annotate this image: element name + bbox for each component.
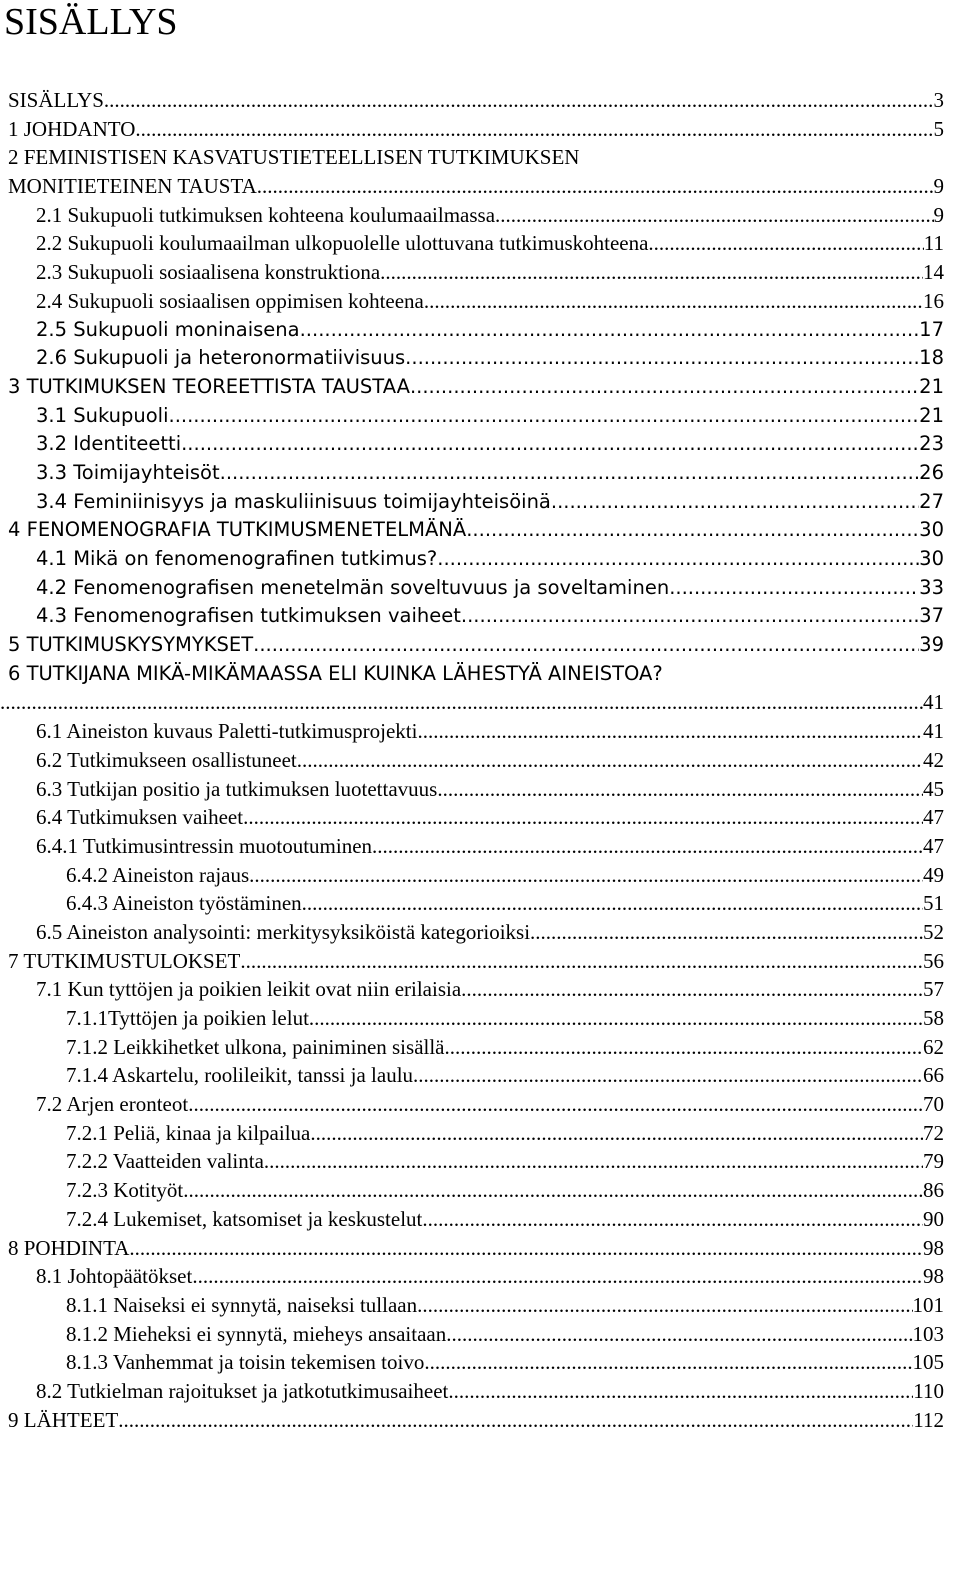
- toc-entry-text: 3.3 Toimijayhteisöt: [36, 460, 220, 484]
- toc-entry[interactable]: [0, 1178, 944, 1207]
- toc-leader: [461, 604, 919, 627]
- toc-leader: [183, 1178, 923, 1203]
- toc-entry-text: 3.4 Feminiinisyys ja maskuliinisuus toimijayhteisöinä: [36, 489, 551, 513]
- toc-entry[interactable]: [0, 748, 944, 777]
- toc-entry-text: 7.1.1Tyttöjen ja poikien lelut: [66, 1006, 309, 1030]
- toc-entry[interactable]: [0, 863, 944, 892]
- toc-leader: [249, 863, 923, 888]
- toc-entry-page: 51: [923, 891, 944, 916]
- toc-leader: [309, 1006, 923, 1031]
- toc-entry[interactable]: [0, 1322, 944, 1351]
- toc-entry-text: 8.1.1 Naiseksi ei synnytä, naiseksi tullaan: [66, 1292, 418, 1317]
- toc-entry-page: 11: [923, 231, 944, 256]
- table-of-contents: [0, 88, 944, 1436]
- toc-entry[interactable]: [0, 1092, 944, 1121]
- toc-entry[interactable]: [0, 1379, 944, 1408]
- toc-leader: [424, 289, 923, 314]
- toc-entry[interactable]: [0, 576, 944, 605]
- toc-entry[interactable]: [0, 547, 944, 576]
- toc-leader: [417, 719, 923, 744]
- toc-entry-text: 7.1 Kun tyttöjen ja poikien leikit ovat niin erilaisia: [36, 977, 462, 1002]
- toc-entry-page: 9: [933, 202, 944, 227]
- toc-leader: [446, 1322, 912, 1347]
- toc-leader: [181, 432, 919, 455]
- toc-entry-text: 8.1.3 Vanhemmat ja toisin tekemisen toivo: [66, 1350, 425, 1375]
- toc-entry[interactable]: [0, 1035, 944, 1064]
- toc-entry-text: 4.3 Fenomenografisen tutkimuksen vaiheet: [36, 604, 461, 628]
- toc-entry[interactable]: [0, 949, 944, 978]
- toc-entry[interactable]: [0, 633, 944, 662]
- toc-entry[interactable]: [0, 805, 944, 834]
- toc-leader: [118, 1408, 913, 1433]
- toc-entry-text: 4.1 Mikä on fenomenografinen tutkimus?: [36, 547, 438, 570]
- toc-leader: [466, 518, 919, 541]
- toc-entry[interactable]: [0, 1408, 944, 1437]
- toc-leader: [0, 690, 923, 715]
- toc-entry-text: 8.1 Johtopäätökset: [36, 1264, 193, 1289]
- toc-entry-page: 103: [912, 1321, 944, 1346]
- toc-entry-page: 9: [933, 174, 944, 199]
- toc-entry-page: 52: [923, 919, 944, 944]
- toc-entry-text: 1 JOHDANTO: [8, 116, 136, 141]
- toc-leader: [410, 375, 919, 398]
- toc-leader: [648, 231, 923, 256]
- toc-entry[interactable]: [0, 920, 944, 949]
- toc-entry[interactable]: [0, 1350, 944, 1379]
- toc-entry[interactable]: [0, 203, 944, 232]
- toc-leader: [424, 1350, 912, 1375]
- toc-entry[interactable]: [0, 117, 944, 146]
- toc-entry-page: 30: [919, 518, 944, 542]
- toc-leader: [188, 1092, 923, 1117]
- toc-entry[interactable]: [0, 891, 944, 920]
- toc-entry[interactable]: [0, 174, 944, 203]
- toc-leader: [104, 88, 934, 113]
- toc-leader: [530, 920, 923, 945]
- toc-entry-page: 57: [923, 977, 944, 1002]
- toc-leader: [264, 1149, 923, 1174]
- toc-entry-text: 6.2 Tutkimukseen osallistuneet: [36, 747, 297, 772]
- toc-entry-text: 7.2.2 Vaatteiden valinta: [66, 1149, 264, 1174]
- toc-entry-page: 21: [919, 403, 944, 427]
- toc-entry[interactable]: [0, 777, 944, 806]
- toc-entry-text: 7.2.4 Lukemiset, katsomiset ja keskustelut: [66, 1206, 423, 1231]
- toc-entry-text: 7.1.2 Leikkihetket ulkona, painiminen sisällä: [66, 1034, 445, 1059]
- toc-entry[interactable]: [0, 432, 944, 461]
- toc-entry-page: 45: [923, 776, 944, 801]
- toc-leader: [437, 777, 923, 802]
- toc-entry-text: 6.4.2 Aineiston rajaus: [66, 862, 250, 887]
- toc-entry[interactable]: [0, 1293, 944, 1322]
- toc-leader: [129, 1236, 923, 1261]
- toc-leader: [169, 404, 920, 427]
- toc-entry[interactable]: [0, 231, 944, 260]
- toc-entry-page: 47: [923, 805, 944, 830]
- toc-entry-page: 17: [919, 317, 944, 341]
- toc-entry-text: 7.2 Arjen eronteot: [36, 1092, 189, 1117]
- toc-entry-page: 98: [923, 1264, 944, 1289]
- toc-entry-text: 2.3 Sukupuoli sosiaalisena konstruktiona: [36, 260, 381, 285]
- toc-leader: [445, 1035, 923, 1060]
- toc-entry-page: 18: [919, 346, 944, 370]
- toc-entry-text: 6.4 Tutkimuksen vaiheet: [36, 805, 244, 830]
- toc-entry-text: 7.1.4 Askartelu, roolileikit, tanssi ja laulu: [66, 1063, 414, 1088]
- toc-entry-page: 70: [923, 1092, 944, 1117]
- toc-entry-page: 5: [933, 116, 944, 141]
- toc-entry-page: 26: [919, 460, 944, 484]
- toc-entry[interactable]: [0, 404, 944, 433]
- toc-entry-text: 7.2.3 Kotityöt: [66, 1178, 184, 1203]
- toc-entry-page: 41: [923, 719, 944, 744]
- toc-entry[interactable]: [0, 1063, 944, 1092]
- toc-entry[interactable]: [0, 145, 944, 174]
- toc-leader: [243, 805, 923, 830]
- toc-entry-text: 2.4 Sukupuoli sosiaalisen oppimisen kohteena: [36, 288, 424, 313]
- toc-entry[interactable]: [0, 318, 944, 347]
- toc-entry-text: 6.3 Tutkijan positio ja tutkimuksen luotettavuus: [36, 776, 438, 801]
- toc-entry[interactable]: [0, 977, 944, 1006]
- toc-leader: [380, 260, 923, 285]
- toc-leader: [257, 174, 934, 199]
- toc-leader: [461, 977, 923, 1002]
- toc-entry-text: MONITIETEINEN TAUSTA: [8, 174, 257, 199]
- toc-entry[interactable]: [0, 1121, 944, 1150]
- toc-entry-page: 21: [919, 374, 944, 398]
- toc-entry-text: 5 TUTKIMUSKYSYMYKSET: [8, 633, 254, 657]
- toc-leader: [437, 547, 919, 570]
- toc-entry-page: 47: [923, 833, 944, 858]
- toc-entry-text: 3.1 Sukupuoli: [36, 403, 169, 427]
- toc-entry-page: 98: [923, 1235, 944, 1260]
- toc-entry[interactable]: [0, 289, 944, 318]
- toc-entry[interactable]: [0, 490, 944, 519]
- toc-entry-text: SISÄLLYS: [8, 88, 104, 112]
- toc-entry[interactable]: [0, 88, 944, 117]
- toc-entry-page: 27: [919, 489, 944, 513]
- toc-entry-page: 90: [923, 1206, 944, 1231]
- toc-leader: [372, 834, 923, 859]
- toc-entry-page: 105: [912, 1350, 944, 1375]
- toc-entry[interactable]: [0, 662, 944, 691]
- toc-entry-page: 37: [919, 604, 944, 628]
- toc-leader: [240, 949, 923, 974]
- toc-entry-text: 6.1 Aineiston kuvaus Paletti-tutkimusprojekti: [36, 719, 418, 744]
- toc-entry-page: 66: [923, 1063, 944, 1088]
- toc-entry[interactable]: [0, 1264, 944, 1293]
- toc-entry-text: 6.4.1 Tutkimusintressin muotoutuminen: [36, 833, 373, 858]
- toc-entry-page: 79: [923, 1149, 944, 1174]
- toc-entry-text: 4.2 Fenomenografisen menetelmän soveltuvuus ja soveltaminen: [36, 575, 670, 599]
- toc-entry-page: 62: [923, 1034, 944, 1059]
- toc-entry[interactable]: [0, 1207, 944, 1236]
- toc-entry[interactable]: [0, 719, 944, 748]
- page-title: SISÄLLYS: [4, 1, 178, 43]
- toc-leader: [302, 891, 923, 916]
- toc-entry[interactable]: [0, 518, 944, 547]
- toc-entry[interactable]: [0, 1149, 944, 1178]
- toc-entry-page: 30: [919, 547, 944, 570]
- toc-entry-text: 8.2 Tutkielman rajoitukset ja jatkotutkimusaiheet: [36, 1378, 449, 1403]
- toc-entry[interactable]: [0, 834, 944, 863]
- toc-entry[interactable]: [0, 346, 944, 375]
- toc-leader: [448, 1379, 913, 1404]
- toc-entry-text: 2.5 Sukupuoli moninaisena: [36, 317, 300, 341]
- toc-leader: [405, 346, 919, 369]
- toc-entry-page: 23: [919, 432, 944, 456]
- toc-entry[interactable]: [0, 461, 944, 490]
- toc-entry-text: 4 FENOMENOGRAFIA TUTKIMUSMENETELMÄNÄ: [8, 518, 467, 542]
- toc-entry-text: 2 FEMINISTISEN KASVATUSTIETEELLISEN TUTKIMUKSEN: [8, 145, 580, 170]
- toc-entry-text: 8 POHDINTA: [8, 1235, 130, 1260]
- toc-leader: [422, 1207, 923, 1232]
- toc-entry[interactable]: [0, 375, 944, 404]
- toc-entry-page: 56: [923, 948, 944, 973]
- toc-entry-text: 2.1 Sukupuoli tutkimuksen kohteena koulumaailmassa: [36, 202, 496, 227]
- toc-entry-page: 112: [913, 1407, 944, 1432]
- toc-entry-page: 33: [919, 575, 944, 599]
- toc-leader: [220, 461, 920, 484]
- toc-leader: [135, 117, 933, 142]
- toc-entry-text: 6.5 Aineiston analysointi: merkitysyksiköistä kategorioiksi: [36, 919, 531, 944]
- toc-entry-text: 6.4.3 Aineiston työstäminen: [66, 891, 302, 916]
- toc-entry-text: 6 TUTKIJANA MIKÄ-MIKÄMAASSA ELI KUINKA LÄHESTYÄ AINEISTOA?: [8, 661, 663, 685]
- toc-leader: [297, 748, 923, 773]
- toc-entry-text: 3 TUTKIMUKSEN TEOREETTISTA TAUSTAA: [8, 374, 410, 398]
- toc-entry-text: 7.2.1 Peliä, kinaa ja kilpailua: [66, 1120, 311, 1145]
- toc-entry-text: 2.2 Sukupuoli koulumaailman ulkopuolelle ulottuvana tutkimuskohteena: [36, 231, 649, 256]
- toc-leader: [300, 318, 920, 341]
- toc-leader: [310, 1121, 923, 1146]
- toc-entry-page: 86: [923, 1178, 944, 1203]
- toc-entry-text: 2.6 Sukupuoli ja heteronormatiivisuus: [36, 346, 406, 370]
- toc-leader: [253, 633, 919, 656]
- toc-entry-page: 41: [923, 690, 944, 715]
- toc-entry-text: 8.1.2 Mieheksi ei synnytä, mieheys ansaitaan: [66, 1321, 447, 1346]
- toc-entry-page: 58: [923, 1006, 944, 1030]
- toc-entry-continuation[interactable]: [0, 690, 944, 719]
- toc-entry-page: 42: [923, 747, 944, 772]
- toc-entry-page: 39: [919, 633, 944, 657]
- toc-entry-page: 72: [923, 1120, 944, 1145]
- toc-entry-page: 49: [923, 862, 944, 887]
- toc-entry-page: 3: [933, 88, 944, 112]
- toc-entry-page: 101: [912, 1292, 944, 1317]
- toc-entry-page: 14: [923, 260, 944, 285]
- toc-leader: [495, 203, 933, 228]
- toc-entry-text: 7 TUTKIMUSTULOKSET: [8, 948, 241, 973]
- toc-leader: [413, 1063, 923, 1088]
- toc-entry-text: 9 LÄHTEET: [8, 1407, 119, 1432]
- toc-leader: [551, 490, 919, 513]
- toc-entry[interactable]: [0, 1236, 944, 1265]
- toc-entry-page: 16: [923, 288, 944, 313]
- toc-entry[interactable]: [0, 604, 944, 633]
- toc-entry-text: 3.2 Identiteetti: [36, 432, 182, 456]
- toc-entry-page: 110: [913, 1378, 944, 1403]
- toc-leader: [417, 1293, 912, 1318]
- toc-entry[interactable]: [0, 260, 944, 289]
- toc-leader: [192, 1264, 923, 1289]
- toc-entry[interactable]: [0, 1006, 944, 1035]
- toc-leader: [669, 576, 919, 599]
